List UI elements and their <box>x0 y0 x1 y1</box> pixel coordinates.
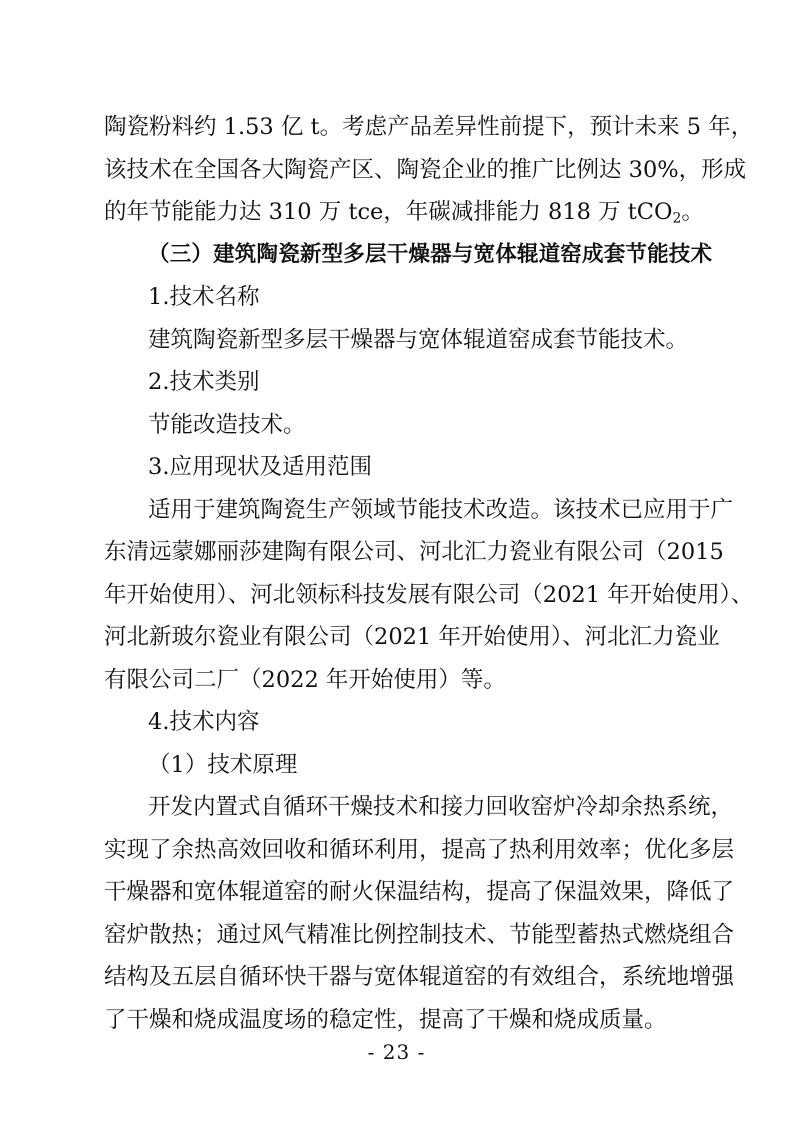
text-run: 。 <box>681 199 704 225</box>
paragraph-line: 东清远蒙娜丽莎建陶有限公司、河北汇力瓷业有限公司（2015 <box>104 539 724 565</box>
paragraph-line <box>104 197 704 227</box>
item-title: 3.应用现状及适用范围 <box>148 454 372 480</box>
item-title: 4.技术内容 <box>148 709 260 735</box>
item-title: 2.技术类别 <box>148 369 260 395</box>
paragraph-line: 干燥器和宽体辊道窑的耐火保温结构，提高了保温效果，降低了 <box>104 879 735 905</box>
paragraph-line: 开发内置式自循环干燥技术和接力回收窑炉冷却余热系统， <box>148 794 734 820</box>
paragraph-line: 适用于建筑陶瓷生产领域节能技术改造。该技术已应用于广 <box>148 497 734 523</box>
item-text: 节能改造技术。 <box>148 412 306 438</box>
item-title: 1.技术名称 <box>148 284 260 310</box>
paragraph-line: 实现了余热高效回收和循环利用，提高了热利用效率；优化多层 <box>104 837 735 863</box>
paragraph-line: 该技术在全国各大陶瓷产区、陶瓷企业的推广比例达 30%，形成 <box>104 157 747 183</box>
page-number: - 23 - <box>367 1040 426 1064</box>
subscript: 2 <box>672 210 682 227</box>
paragraph-line: 了干燥和烧成温度场的稳定性，提高了干燥和烧成质量。 <box>104 1007 667 1033</box>
paragraph-line: 结构及五层自循环快干器与宽体辊道窑的有效组合，系统地增强 <box>104 964 735 990</box>
sub-item-title: （1）技术原理 <box>148 752 298 778</box>
paragraph-line: 河北新玻尔瓷业有限公司（2021 年开始使用）、河北汇力瓷业 <box>104 624 720 650</box>
paragraph-line: 年开始使用）、河北领标科技发展有限公司（2021 年开始使用）、 <box>104 582 754 608</box>
text-run: 的年节能能力达 310 万 tce，年碳减排能力 818 万 tCO <box>104 199 673 225</box>
paragraph-line: 有限公司二厂（2022 年开始使用）等。 <box>104 667 506 693</box>
section-heading: （三）建筑陶瓷新型多层干燥器与宽体辊道窑成套节能技术 <box>148 242 713 267</box>
paragraph-line: 陶瓷粉料约 1.53 亿 t。考虑产品差异性前提下，预计未来 5 年， <box>104 114 754 140</box>
item-text: 建筑陶瓷新型多层干燥器与宽体辊道窑成套节能技术。 <box>148 327 689 353</box>
paragraph-line: 窑炉散热；通过风气精准比例控制技术、节能型蓄热式燃烧组合 <box>104 922 735 948</box>
